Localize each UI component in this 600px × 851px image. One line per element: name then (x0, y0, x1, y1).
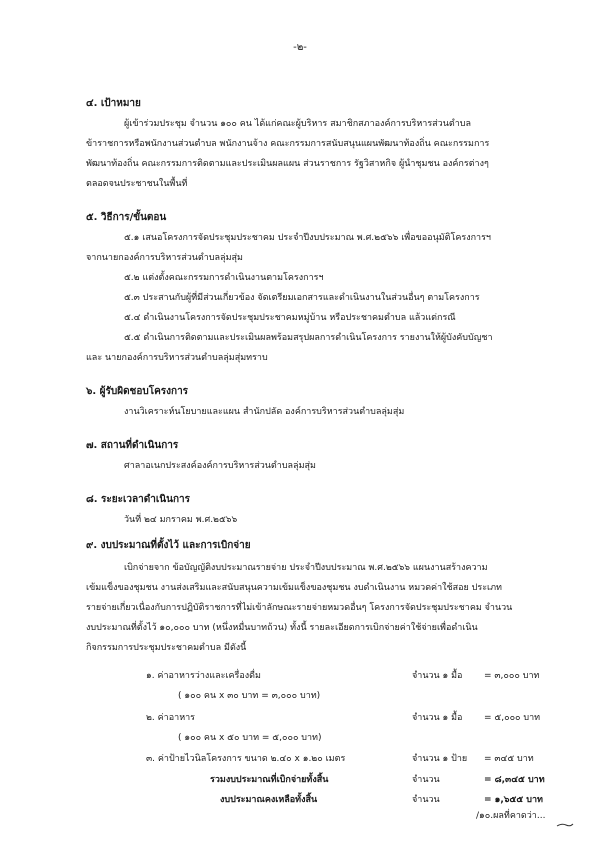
page-number: -๒- (293, 42, 307, 53)
section-9-line: รายจ่ายเกี่ยวเนื่องกับการปฏิบัติราชการที่ไม่เข้าลักษณะรายจ่ายหมวดอื่นๆ โครงการจัดประชุมประชาคม จำนวน (86, 603, 513, 613)
budget-item-amount: = ๕,๐๐๐ บาท (484, 713, 541, 723)
budget-item-label: ๑. ค่าอาหารว่างและเครื่องดื่ม (146, 671, 261, 681)
budget-item-amount: = ๓,๐๐๐ บาท (484, 671, 540, 681)
section-7-text: ศาลาอเนกประสงค์องค์การบริหารส่วนตำบลลุ่มสุ่ม (124, 461, 316, 471)
budget-remain-qty: จำนวน (412, 795, 440, 805)
section-6-text: งานวิเคราะห์นโยบายและแผน สำนักปลัด องค์การบริหารส่วนตำบลลุ่มสุ่ม (124, 407, 405, 417)
section-9-line: เบิกจ่ายจาก ข้อบัญญัติงบประมาณรายจ่าย ประจำปีงบประมาณ พ.ศ.๒๕๖๖ แผนงานสร้างความ (124, 563, 488, 573)
budget-item-calc: ( ๑๐๐ คน x ๕๐ บาท = ๕,๐๐๐ บาท) (178, 733, 322, 743)
section-7-heading: ๗. สถานที่ดำเนินการ (86, 440, 179, 451)
section-5-line: ๕.๒ แต่งตั้งคณะกรรมการดำเนินงานตามโครงการฯ (124, 273, 324, 283)
section-5-line: ๕.๑ เสนอโครงการจัดประชุมประชาคม ประจำปีงบประมาณ พ.ศ.๒๕๖๖ เพื่อขออนุมัติโครงการฯ (124, 233, 491, 243)
budget-remain-label: งบประมาณคงเหลือทั้งสิ้น (220, 795, 318, 805)
section-5-line: ๕.๔ ดำเนินงานโครงการจัดประชุมประชาคมหมู่บ้าน หรือประชาคมตำบล แล้วแต่กรณี (124, 313, 456, 323)
section-5-heading: ๕. วิธีการ/ขั้นตอน (86, 212, 167, 223)
section-9-line: เข้มแข็งของชุมชน งานส่งเสริมและสนับสนุนความเข้มแข็งของชุมชน งบดำเนินงาน หมวดค่าใช้สอย ประเภท (86, 583, 502, 593)
budget-item-label: ๒. ค่าอาหาร (146, 713, 196, 723)
section-8-heading: ๘. ระยะเวลาดำเนินการ (86, 494, 190, 505)
section-5-line: ๕.๕ ดำเนินการติดตามและประเมินผลพร้อมสรุปผลการดำเนินโครงการ รายงานให้ผู้บังคับบัญชา (124, 333, 493, 343)
next-page-reference: /๑๐.ผลที่คาดว่า... (476, 811, 546, 821)
budget-item-calc: ( ๑๐๐ คน x ๓๐ บาท = ๓,๐๐๐ บาท) (178, 691, 321, 701)
budget-remain-amount: = ๑,๖๕๕ บาท (484, 795, 543, 805)
section-4-line: ตลอดจนประชาชนในพื้นที่ (86, 179, 188, 189)
budget-item-qty: จำนวน ๑ มื้อ (412, 671, 463, 681)
section-5-line: จากนายกองค์การบริหารส่วนตำบลลุ่มสุ่ม (86, 253, 243, 263)
budget-item-label: ๓. ค่าป้ายไวนิลโครงการ ขนาด ๒.๔๐ x ๑.๒๐ เมตร (146, 754, 346, 764)
initial-mark (556, 822, 574, 828)
budget-total-qty: จำนวน (412, 775, 440, 785)
section-5-line: ๕.๓ ประสานกับผู้ที่มีส่วนเกี่ยวข้อง จัดเตรียมเอกสารและดำเนินงานในส่วนอื่นๆ ตามโครงการ (124, 293, 480, 303)
budget-total-label: รวมงบประมาณที่เบิกจ่ายทั้งสิ้น (210, 775, 329, 785)
section-8-text: วันที่ ๒๔ มกราคม พ.ศ.๒๕๖๖ (124, 515, 238, 525)
section-4-heading: ๔. เป้าหมาย (86, 98, 141, 109)
section-4-line: ผู้เข้าร่วมประชุม จำนวน ๑๐๐ คน ได้แก่คณะผู้บริหาร สมาชิกสภาองค์การบริหารส่วนตำบล (124, 119, 471, 129)
budget-item-amount: = ๓๔๕ บาท (484, 754, 534, 764)
section-9-line: งบประมาณที่ตั้งไว้ ๑๐,๐๐๐ บาท (หนึ่งหมื่นบาทถ้วน) ทั้งนี้ รายละเอียดการเบิกจ่ายค่าใช้จ่ายเพื่อดำเนิน (86, 623, 478, 633)
section-9-line: กิจกรรมการประชุมประชาคมตำบล มีดังนี้ (86, 643, 247, 653)
budget-item-qty: จำนวน ๑ ป้าย (412, 754, 468, 764)
section-6-heading: ๖. ผู้รับผิดชอบโครงการ (86, 386, 189, 397)
budget-total-amount: = ๘,๓๔๕ บาท (484, 775, 545, 785)
section-4-line: พัฒนาท้องถิ่น คณะกรรมการติดตามและประเมินผลแผน ส่วนราชการ รัฐวิสาหกิจ ผู้นำชุมชน องค์กรต่างๆ (86, 159, 489, 169)
budget-item-qty: จำนวน ๑ มื้อ (412, 713, 463, 723)
section-5-line: และ นายกองค์การบริหารส่วนตำบลลุ่มสุ่มทราบ (86, 353, 268, 363)
section-9-heading: ๙. งบประมาณที่ตั้งไว้ และการเบิกจ่าย (86, 540, 251, 551)
section-4-line: ข้าราชการหรือพนักงานส่วนตำบล พนักงานจ้าง คณะกรรมการสนับสนุนแผนพัฒนาท้องถิ่น คณะกรรมการ (86, 139, 490, 149)
